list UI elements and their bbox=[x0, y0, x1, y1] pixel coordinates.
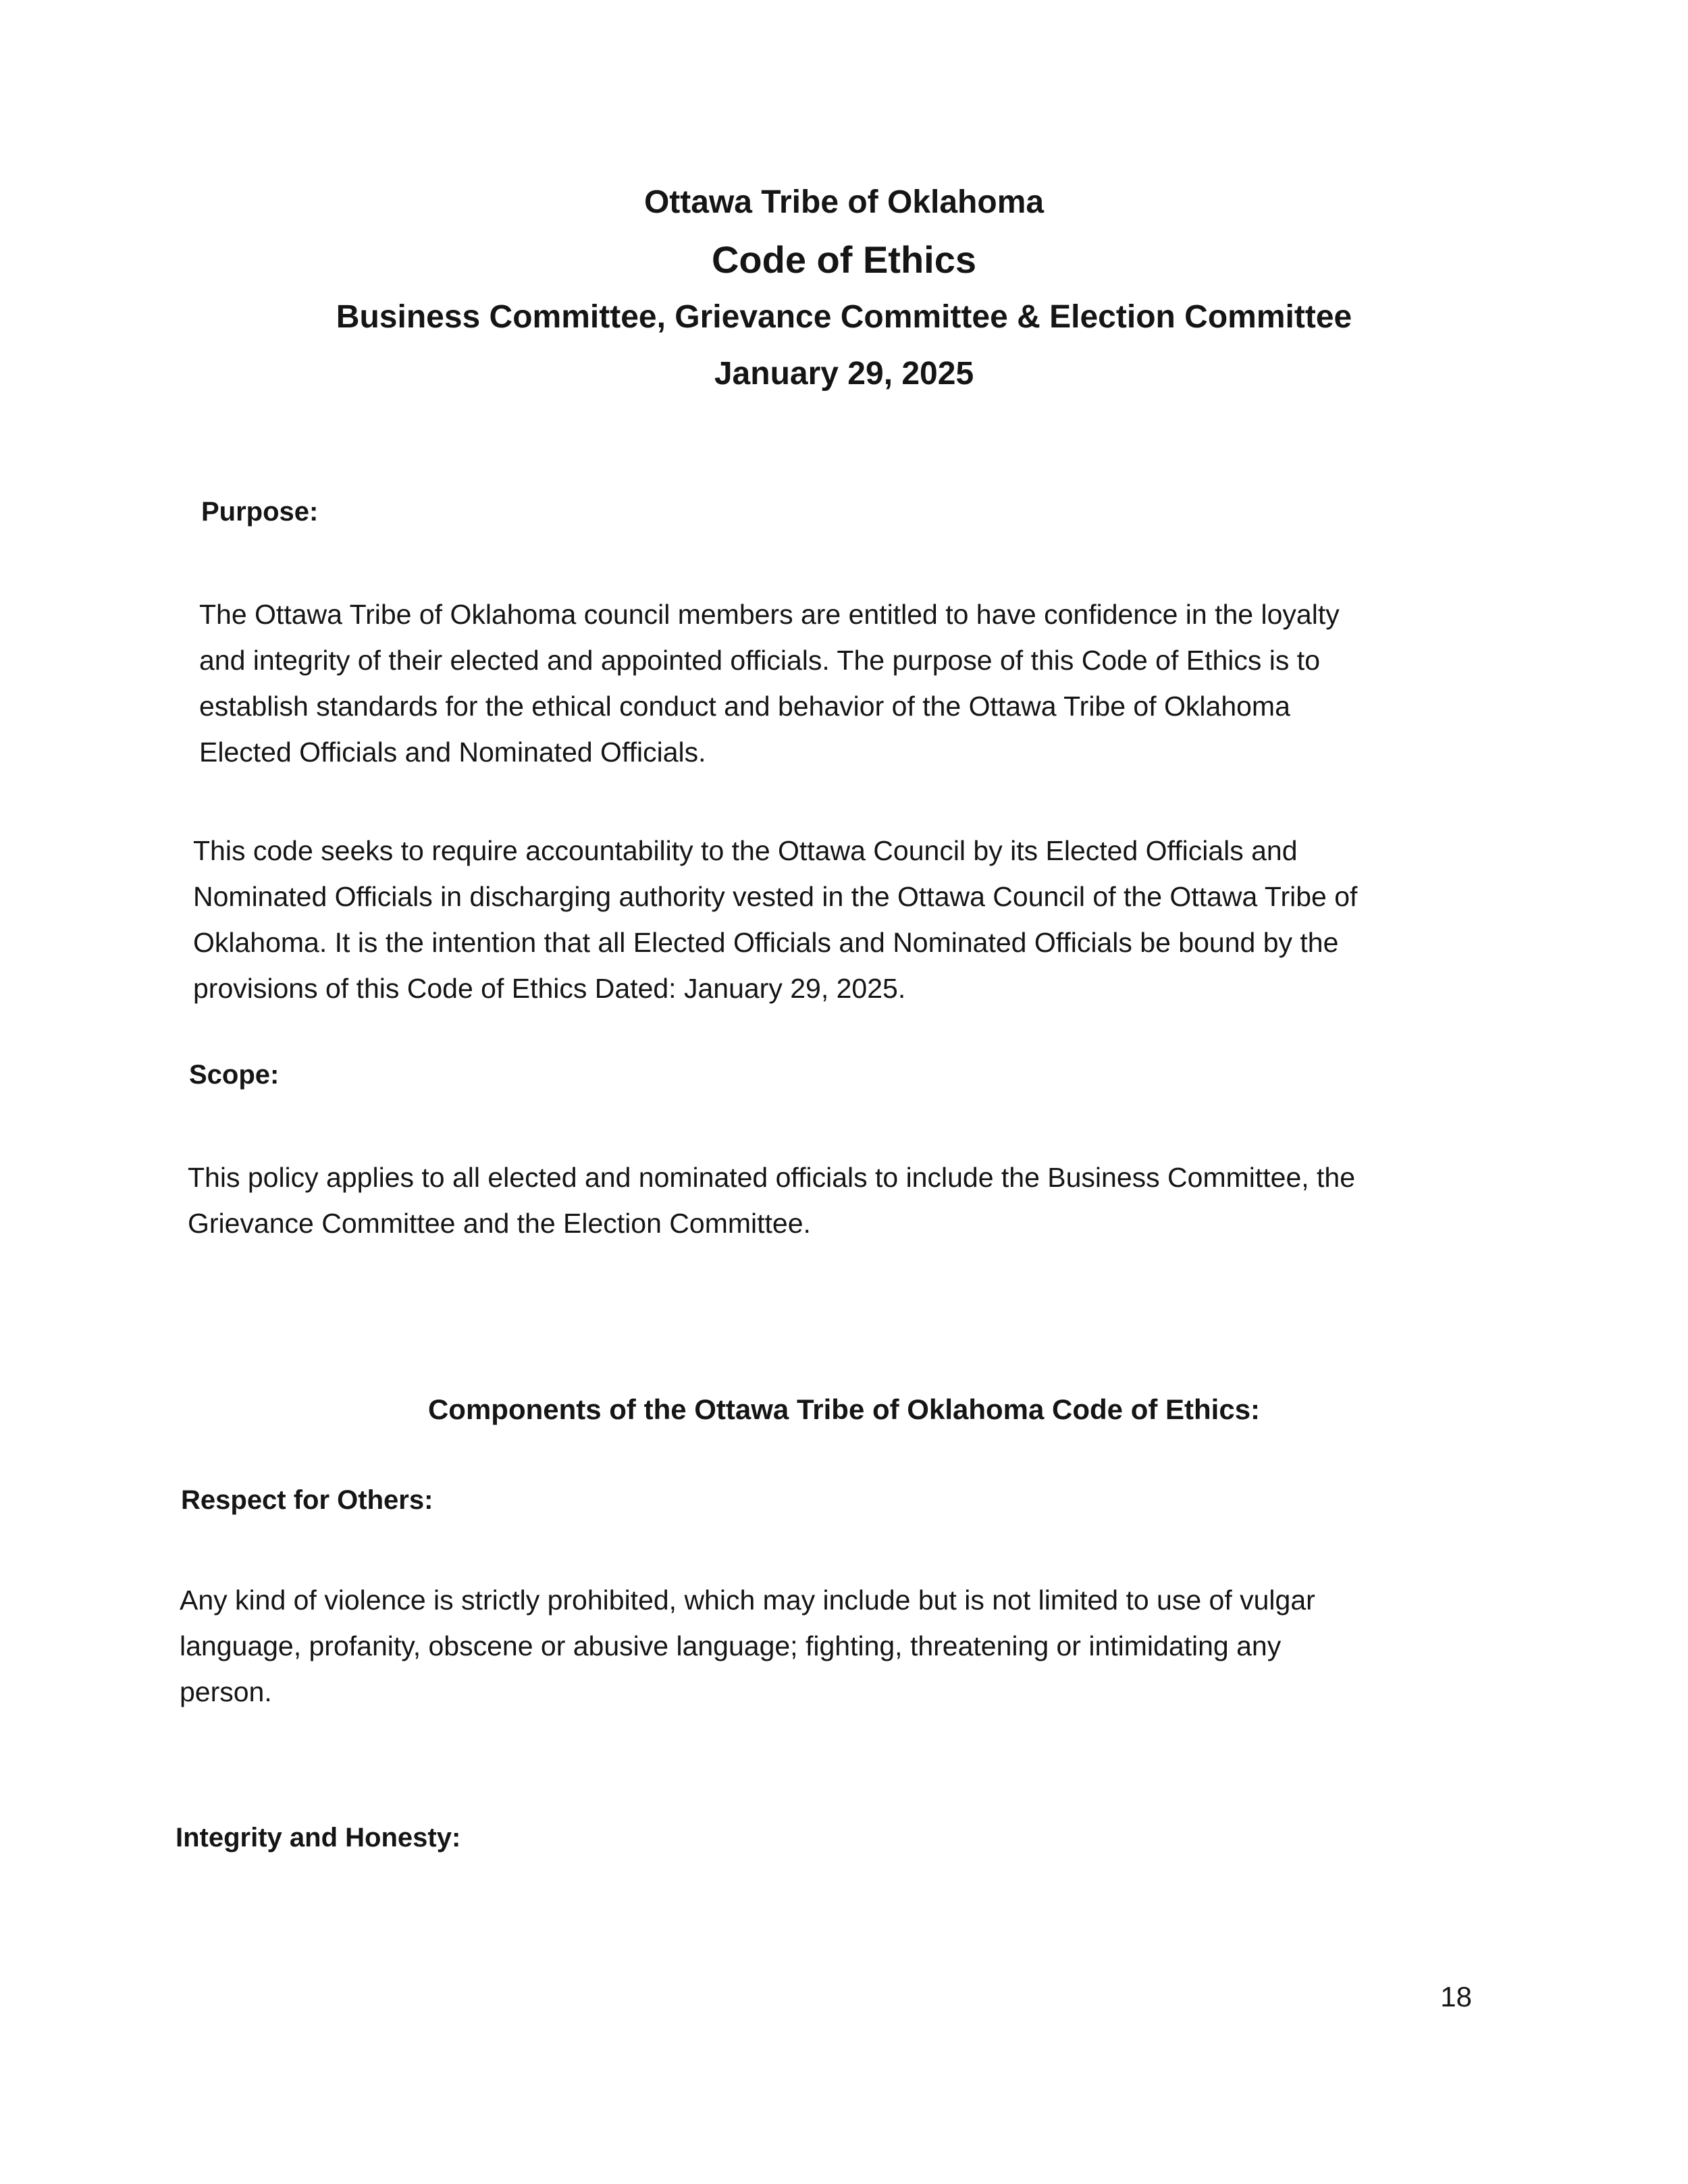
text-line: person. bbox=[180, 1676, 272, 1707]
purpose-paragraph-2 bbox=[193, 828, 1357, 1011]
text-line: Any kind of violence is strictly prohibited, which may include but is not limited to use of vulgar bbox=[180, 1584, 1315, 1616]
purpose-paragraph-1 bbox=[199, 591, 1340, 775]
document-title: Code of Ethics bbox=[711, 238, 977, 281]
respect-heading: Respect for Others: bbox=[181, 1485, 433, 1515]
text-line: provisions of this Code of Ethics Dated: January 29, 2025. bbox=[193, 973, 906, 1004]
scope-paragraph bbox=[188, 1154, 1355, 1246]
purpose-heading: Purpose: bbox=[201, 497, 319, 527]
text-line: Grievance Committee and the Election Committee. bbox=[188, 1208, 811, 1239]
page-number: 18 bbox=[1440, 1981, 1472, 2013]
components-heading: Components of the Ottawa Tribe of Oklahoma Code of Ethics: bbox=[427, 1393, 1261, 1425]
document-subtitle: Business Committee, Grievance Committee & Election Committee bbox=[336, 299, 1352, 335]
organization-name: Ottawa Tribe of Oklahoma bbox=[643, 184, 1045, 220]
text-line: language, profanity, obscene or abusive language; fighting, threatening or intimidating any bbox=[180, 1630, 1282, 1661]
text-line: establish standards for the ethical conduct and behavior of the Ottawa Tribe of Oklahoma bbox=[199, 691, 1290, 722]
respect-paragraph bbox=[180, 1577, 1315, 1715]
document-date: January 29, 2025 bbox=[714, 356, 974, 392]
text-line: Oklahoma. It is the intention that all Elected Officials and Nominated Officials be bound by the bbox=[193, 927, 1339, 958]
scope-heading: Scope: bbox=[189, 1060, 280, 1090]
text-line: and integrity of their elected and appointed officials. The purpose of this Code of Ethics is to bbox=[199, 645, 1320, 676]
text-line: Elected Officials and Nominated Officials. bbox=[199, 737, 706, 768]
text-line: Nominated Officials in discharging authority vested in the Ottawa Council of the Ottawa Tribe of bbox=[193, 881, 1358, 912]
text-line: This code seeks to require accountability to the Ottawa Council by its Elected Officials and bbox=[193, 835, 1298, 866]
integrity-heading: Integrity and Honesty: bbox=[176, 1823, 461, 1853]
text-line: The Ottawa Tribe of Oklahoma council members are entitled to have confidence in the loyalty bbox=[199, 599, 1340, 630]
text-line: This policy applies to all elected and nominated officials to include the Business Committee, the bbox=[188, 1162, 1356, 1193]
